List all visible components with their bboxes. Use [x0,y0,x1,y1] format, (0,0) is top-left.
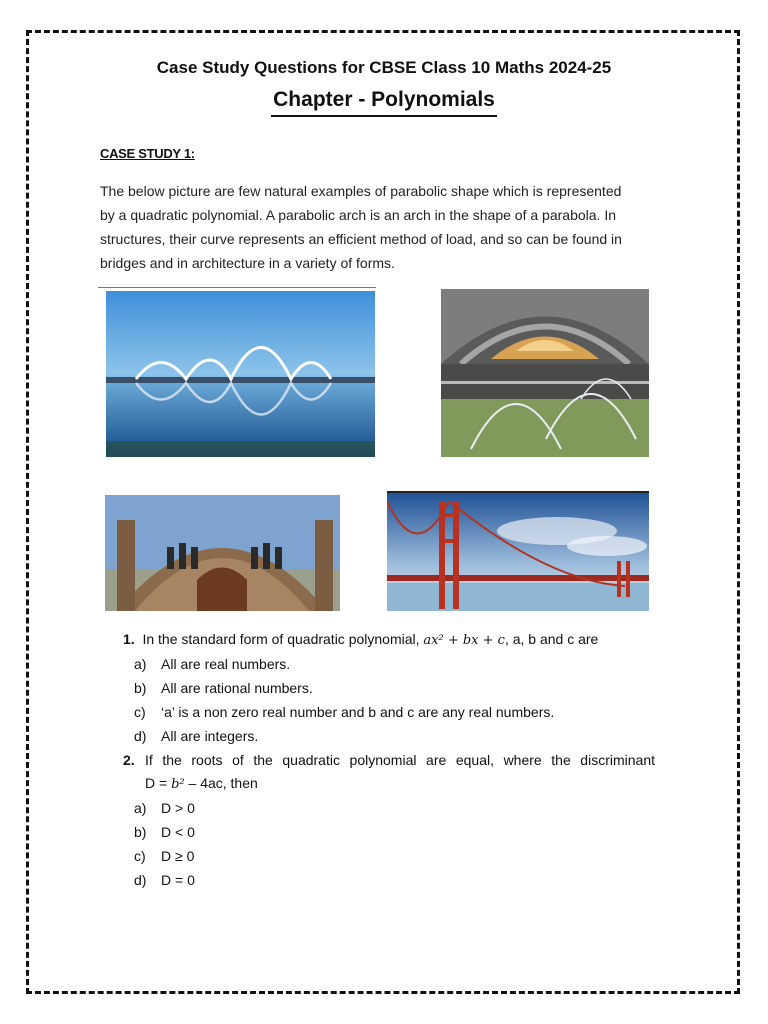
question-text-end: , a, b and c are [504,631,599,647]
intro-line: bridges and in architecture in a variety of forms. [100,255,395,271]
option-1a [134,656,290,672]
option-text: D > 0 [161,800,195,816]
option-2b [134,824,195,840]
arch-bridge-over-water-image [106,291,375,457]
option-2d [134,872,195,888]
option-2a [134,800,195,816]
question-text: In the standard form of quadratic polynomial, [142,631,424,647]
option-letter: a) [134,800,147,816]
suspension-bridge-image [387,491,649,611]
option-2c [134,848,194,864]
question-number: 1. [123,631,135,647]
option-text: D < 0 [161,824,195,840]
chapter-heading [0,88,768,112]
quadratic-expression: ax² + bx + c [423,633,505,648]
option-1d [134,728,258,744]
option-text: All are real numbers. [161,656,291,672]
brick-arch-building-image [105,495,340,611]
option-text: ‘a’ is a non zero real number and b and c are any real numbers. [161,704,555,720]
question-text: If the roots of the quadratic polynomial are equal, where the discriminant [145,752,655,768]
option-letter: c) [134,704,146,720]
option-text: All are integers. [161,728,259,744]
intro-line: by a quadratic polynomial. A parabolic arch is an arch in the shape of a parabola. In [100,207,616,223]
chapter-title: Chapter - Polynomials [271,88,497,117]
case-study-heading: CASE STUDY 1: [100,146,195,161]
option-1c [134,704,554,720]
question-number: 2. [123,752,135,768]
option-letter: d) [134,872,147,888]
intro-paragraph [100,179,660,275]
option-letter: c) [134,848,146,864]
option-letter: b) [134,680,147,696]
option-text: D = 0 [161,872,195,888]
option-1b [134,680,313,696]
question-2-line-2 [123,775,655,792]
discriminant-rest: – 4ac, then [184,775,258,791]
tunnel-fountain-image [441,289,649,457]
intro-line: The below picture are few natural examples of parabolic shape which is represented [100,183,622,199]
page-title: Case Study Questions for CBSE Class 10 Maths 2024-25 [156,58,612,77]
image-top-rule [98,287,376,288]
intro-line: structures, their curve represents an efficient method of load, and so can be found in [100,231,622,247]
option-text: D ≥ 0 [161,848,195,864]
b-squared: b² [171,777,185,792]
option-letter: b) [134,824,147,840]
option-text: All are rational numbers. [161,680,313,696]
question-2 [123,752,655,792]
question-2-line-1 [123,752,655,768]
option-letter: a) [134,656,147,672]
question-1 [123,631,598,648]
option-letter: d) [134,728,147,744]
discriminant-label: D = [145,775,172,791]
